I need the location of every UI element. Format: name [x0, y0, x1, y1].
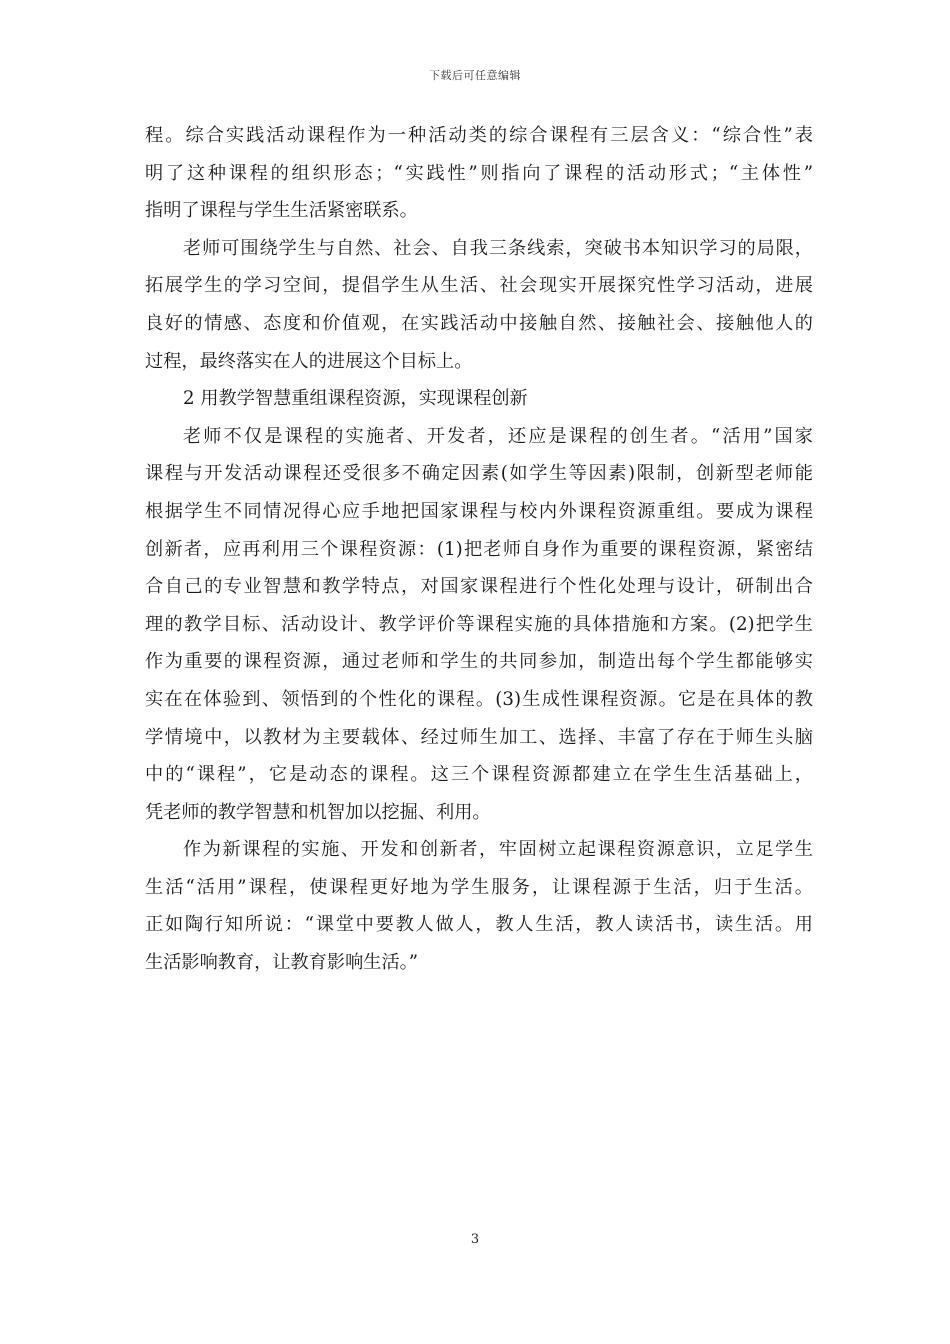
text-line: 明了这种课程的组织形态；“实践性”则指向了课程的活动形式；“主体性” [145, 162, 813, 184]
page-header: 下载后可任意编辑 [429, 69, 521, 82]
text-line: 生活影响教育，让教育影响生活。” [145, 952, 419, 974]
paragraph-first-line: 老师不仅是课程的实施者、开发者，还应是课程的创生者。“活用”国家 [183, 425, 813, 447]
text-line: 实在在体验到、领悟到的个性化的课程。(3)生成性课程资源。它是在具体的教 [145, 688, 813, 710]
text-line: 良好的情感、态度和价值观，在实践活动中接触自然、接触社会、接触他人的 [145, 312, 813, 334]
text-line: 拓展学生的学习空间，提倡学生从生活、社会现实开展探究性学习活动，进展 [145, 275, 813, 297]
text-line: 作为重要的课程资源，通过老师和学生的共同参加，制造出每个学生都能够实 [145, 651, 813, 673]
page-number: 3 [470, 1232, 480, 1247]
text-line: 过程，最终落实在人的进展这个目标上。 [145, 350, 473, 372]
text-line: 理的教学目标、活动设计、教学评价等课程实施的具体措施和方案。(2)把学生 [145, 613, 813, 635]
text-line: 创新者，应再利用三个课程资源：(1)把老师自身作为重要的课程资源，紧密结 [145, 538, 813, 560]
paragraph-first-line: 老师可围绕学生与自然、社会、自我三条线索，突破书本知识学习的局限， [183, 237, 813, 259]
text-line: 中的“课程”，它是动态的课程。这三个课程资源都建立在学生生活基础上， [145, 764, 813, 786]
text-line: 凭老师的教学智慧和机智加以挖掘、利用。 [145, 801, 491, 823]
paragraph-first-line: 作为新课程的实施、开发和创新者，牢固树立起课程资源意识，立足学生 [183, 839, 813, 861]
section-heading: 2 用教学智慧重组课程资源，实现课程创新 [183, 388, 528, 410]
text-line: 根据学生不同情况得心应手地把国家课程与校内外课程资源重组。要成为课程 [145, 500, 813, 522]
text-line: 指明了课程与学生生活紧密联系。 [145, 200, 418, 222]
document-body [145, 117, 813, 982]
text-line: 正如陶行知所说：“课堂中要教人做人，教人生活，教人读活书，读生活。用 [145, 914, 813, 936]
text-line: 学情境中，以教材为主要载体、经过师生加工、选择、丰富了存在于师生头脑 [145, 726, 813, 748]
text-line: 课程与开发活动课程还受很多不确定因素(如学生等因素)限制，创新型老师能 [145, 463, 813, 485]
text-line: 程。综合实践活动课程作为一种活动类的综合课程有三层含义：“综合性”表 [145, 125, 813, 146]
text-line: 合自己的专业智慧和教学特点，对国家课程进行个性化处理与设计，研制出合 [145, 576, 813, 598]
text-line: 生活“活用”课程，使课程更好地为学生服务，让课程源于生活，归于生活。 [145, 876, 813, 898]
